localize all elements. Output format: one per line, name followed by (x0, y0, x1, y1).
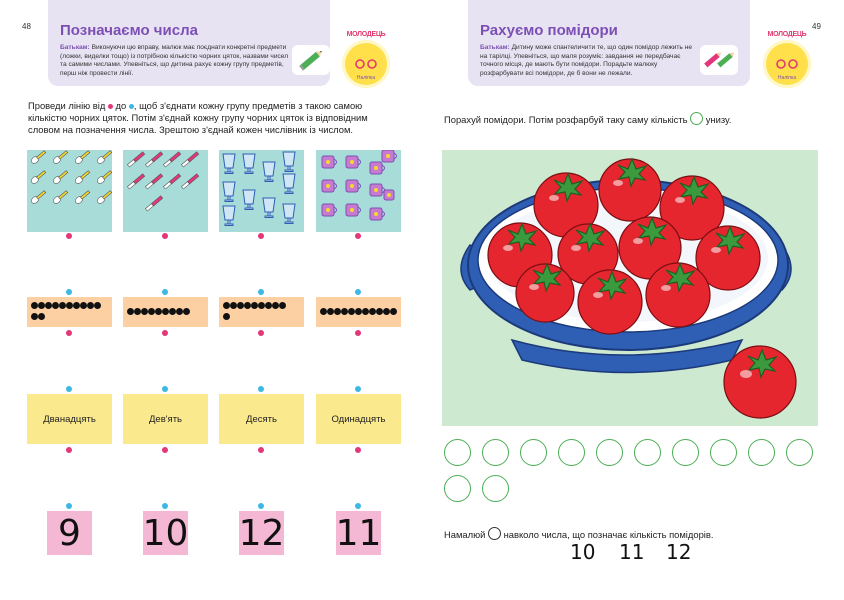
start-dot[interactable] (162, 330, 168, 336)
page-title: Рахуємо помідори (480, 22, 618, 39)
answer-choice[interactable]: 11 (619, 540, 645, 564)
start-dot[interactable] (355, 330, 361, 336)
number-word: Десять (219, 394, 304, 444)
end-dot[interactable] (355, 289, 361, 295)
colouring-circle[interactable] (634, 439, 661, 466)
parents-note: Батькам: Виконуючи цю вправу, малюк має поєднати конкретні предмети (ложки, виделки тощо) із потрібною кількістю чорних цяток, назвами чисел та самими числами. Упевніться, що дитина рахує кожну групу предметів, перш ніж провести лінії. (60, 44, 289, 77)
dot-group (219, 297, 304, 327)
tomato (578, 270, 642, 334)
circle-icon (690, 112, 703, 125)
start-dot[interactable] (66, 330, 72, 336)
picture-glasses (219, 150, 304, 232)
parents-note: Батькам: Дитину може спантеличити те, що один помідор лежить не на тарілці. Упевніться, що маля розуміє: завдання не передбачає точного місця, де мають бути помідори. Порадьте малюку розфарбувати всі помідори, де б вони не лежали. (480, 44, 693, 77)
colouring-circle[interactable] (520, 439, 547, 466)
start-dot[interactable] (355, 447, 361, 453)
task-instruction: Проведи лінію від до , щоб з'єднати кожну групу предметів з такою самою кількістю чорних цяток. Потім з'єднай кожну групу чорних цяток із відповідним словом на позначення числа. Зрештою з'єднай кожен числівник із числом. (28, 100, 368, 135)
dot-group (123, 297, 208, 327)
colouring-circle[interactable] (710, 439, 737, 466)
picture-cups (316, 150, 401, 232)
end-dot[interactable] (258, 386, 264, 392)
sticker-badge: МОЛОДЕЦЬ Наліпка (342, 40, 390, 88)
colouring-circle[interactable] (558, 439, 585, 466)
colouring-circle[interactable] (482, 475, 509, 502)
tomato-illustration (442, 150, 818, 426)
picture-spoons (27, 150, 112, 232)
colouring-circle[interactable] (672, 439, 699, 466)
end-dot[interactable] (258, 503, 264, 509)
number-card: 11 (335, 512, 382, 554)
task-instruction: Порахуй помідори. Потім розфарбуй таку саму кількість унизу. (444, 114, 732, 125)
end-dot[interactable] (162, 386, 168, 392)
number-word: Дев'ять (123, 394, 208, 444)
start-dot[interactable] (162, 447, 168, 453)
start-dot[interactable] (258, 447, 264, 453)
end-dot[interactable] (258, 289, 264, 295)
colouring-circle[interactable] (482, 439, 509, 466)
tomato (646, 263, 710, 327)
colouring-circle[interactable] (444, 475, 471, 502)
start-dot[interactable] (162, 233, 168, 239)
colouring-circle[interactable] (748, 439, 775, 466)
tomato (516, 264, 574, 322)
number-card: 12 (238, 512, 285, 554)
page-header (468, 0, 750, 86)
end-dot[interactable] (66, 289, 72, 295)
pencil-icon (292, 45, 330, 75)
number-word: Дванадцять (27, 394, 112, 444)
number-card: 10 (142, 512, 189, 554)
number-word: Одинадцять (316, 394, 401, 444)
end-dot[interactable] (66, 503, 72, 509)
colouring-circle[interactable] (786, 439, 813, 466)
page-number: 48 (22, 22, 31, 31)
sticker-badge: МОЛОДЕЦЬ Наліпка (763, 40, 811, 88)
answer-choice[interactable]: 10 (570, 540, 596, 564)
page-title: Позначаємо числа (60, 22, 198, 39)
end-dot[interactable] (355, 503, 361, 509)
colouring-circle[interactable] (444, 439, 471, 466)
tomato (599, 159, 661, 221)
page-header (48, 0, 330, 86)
page-number: 49 (812, 22, 821, 31)
dot-group (316, 297, 401, 327)
colouring-circle[interactable] (596, 439, 623, 466)
end-dot[interactable] (162, 503, 168, 509)
picture-forks (123, 150, 208, 232)
end-dot[interactable] (66, 386, 72, 392)
start-dot[interactable] (355, 233, 361, 239)
pencils-icon (700, 45, 738, 75)
end-dot[interactable] (355, 386, 361, 392)
start-dot[interactable] (258, 330, 264, 336)
dot-group (27, 297, 112, 327)
start-dot[interactable] (66, 447, 72, 453)
number-card: 9 (47, 511, 92, 555)
end-dot[interactable] (162, 289, 168, 295)
answer-choice[interactable]: 12 (666, 540, 692, 564)
tomato (724, 346, 796, 418)
circle-icon (488, 527, 501, 540)
start-dot[interactable] (258, 233, 264, 239)
bottom-instruction: Намалюй навколо числа, що позначає кількість помідорів. (444, 529, 714, 540)
start-dot[interactable] (66, 233, 72, 239)
